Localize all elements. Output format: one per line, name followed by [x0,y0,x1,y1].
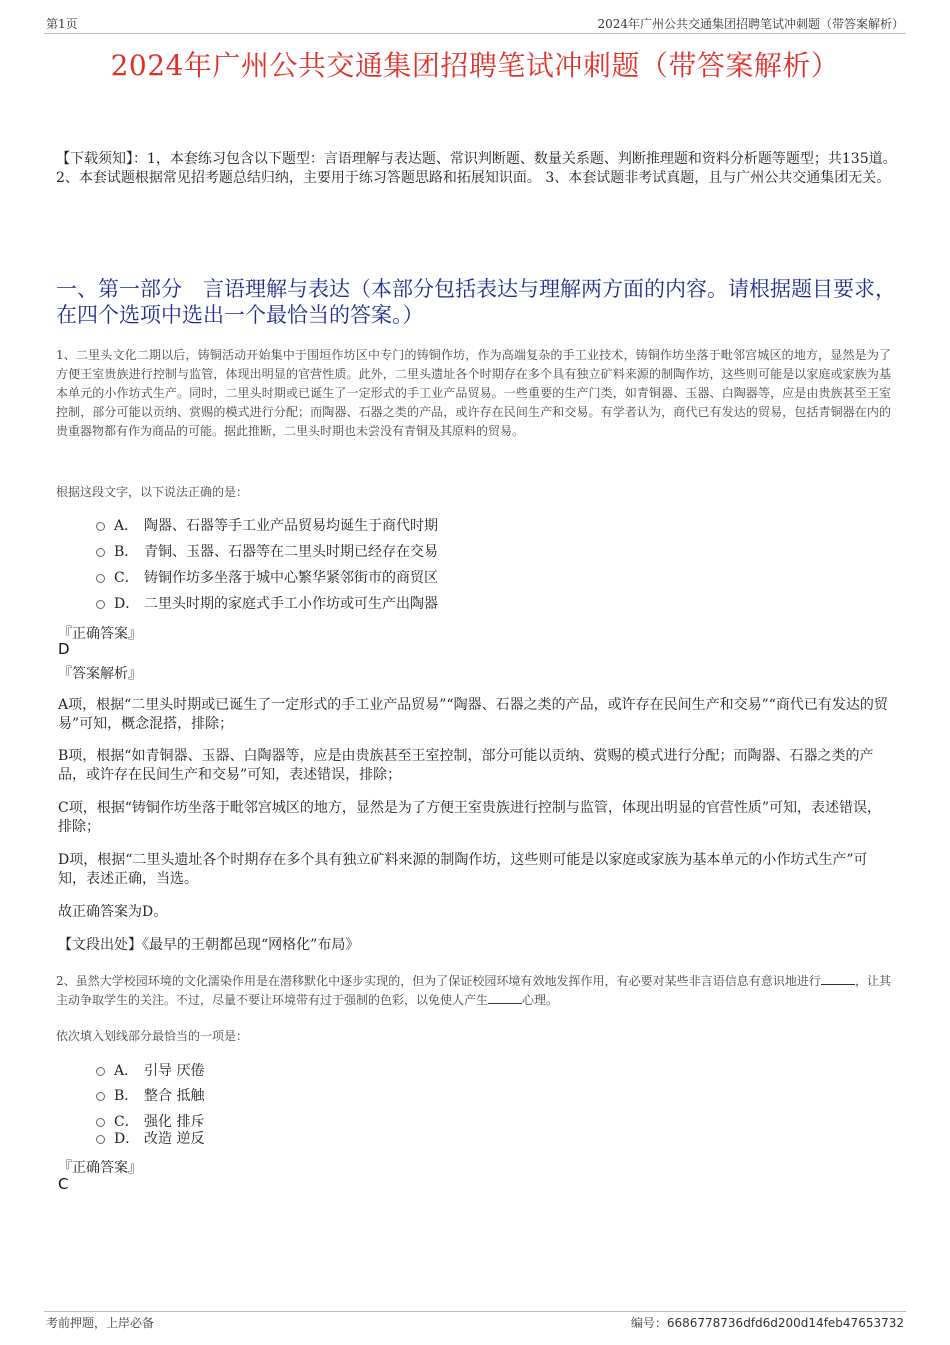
q1-analysis-b: B项，根据“如青铜器、玉器、白陶器等，应是由贵族甚至王室控制，部分可能以贡纳、赏赐的模式进行分配；而陶器、石器之类的产品，或许存在民间生产和交易”可知，表述错误，排除； [58,748,874,783]
q1-analysis-a: A项，根据“二里头时期或已诞生了一定形式的手工业产品贸易”“陶器、石器之类的产品，或许存在民间生产和交易”“商代已有发达的贸易”可知，概念混搭，排除； [58,697,888,732]
option-letter: A． [114,1063,139,1079]
question-2-passage: 2、虽然大学校园环境的文化濡染作用是在潜移默化中逐步实现的，但为了保证校园环境有效地发挥作用，有必要对某些非言语信息有意识地进行 ，让其主动争取学生的关注。不过，尽量不要让环境带有过于强制的色彩，以免使人产生 心理。 [56,974,891,1007]
option-letter: D． [114,1131,140,1147]
page-number: 第1页 [46,17,78,31]
q1-answer: D [58,640,70,658]
q1-option-d[interactable] [96,593,438,613]
q1-analysis-d: D项，根据“二里头遗址各个时期存在多个具有独立矿料来源的制陶作坊，这些则可能是以家庭或家族为基本单元的小作坊式生产”可知，表述正确，当选。 [58,852,868,887]
option-text: 强化 排斥 [144,1114,205,1130]
radio-icon[interactable] [96,522,105,531]
option-letter: C． [114,1114,139,1130]
question-1-prompt: 根据这段文字，以下说法正确的是： [56,485,249,499]
q1-analysis-c: C项，根据“铸铜作坊坐落于毗邻宫城区的地方，显然是为了方便王室贵族进行控制与监管，体现出明显的官营性质”可知，表述错误，排除； [58,800,882,835]
q2-option-b[interactable] [96,1085,204,1105]
code-value: 6686778736dfd6d200d14feb47653732 [666,1316,904,1330]
radio-icon[interactable] [96,1135,105,1144]
q1-option-c[interactable] [96,567,438,587]
radio-icon[interactable] [96,600,105,609]
header-doc-title: 2024年广州公共交通集团招聘笔试冲刺题（带答案解析） [597,17,904,31]
q1-option-b[interactable] [96,541,438,561]
radio-icon[interactable] [96,1067,105,1076]
q1-option-a[interactable] [96,515,438,535]
q2-answer: C [58,1175,69,1193]
q1-source: 【文段出处】《最早的王朝都邑现“网格化”布局》 [58,937,360,953]
q1-answer-label: 『正确答案』 [58,626,142,642]
radio-icon[interactable] [96,1092,105,1101]
radio-icon[interactable] [96,548,105,557]
footer-divider [44,1311,906,1312]
q2-option-d[interactable] [96,1128,204,1148]
download-notice: 【下载须知】：1，本套练习包含以下题型：言语理解与表达题、常识判断题、数量关系题、判断推理题和资料分析题等题型；共135道。 2、本套试题根据常见招考题总结归纳，主要用于练习答题思路和拓展知识面。 3、本套试题非考试真题，且与广州公共交通集团无关。 [56,151,897,186]
option-text: 整合 抵触 [144,1088,205,1104]
code-label: 编号： [630,1316,667,1330]
radio-icon[interactable] [96,1118,105,1127]
radio-icon[interactable] [96,574,105,583]
option-text: 青铜、玉器、石器等在二里头时期已经存在交易 [144,544,438,560]
q2-answer-label: 『正确答案』 [58,1160,142,1176]
fill-blank-2[interactable] [488,991,522,1004]
header-divider [44,33,906,34]
option-text: 改造 逆反 [144,1131,205,1147]
option-letter: B． [114,1088,139,1104]
q1-analysis-label: 『答案解析』 [58,666,142,682]
option-text: 二里头时期的家庭式手工小作坊或可生产出陶器 [144,596,438,612]
option-text: 陶器、石器等手工业产品贸易均诞生于商代时期 [144,518,438,534]
option-letter: C． [114,570,139,586]
page-title: 2024年广州公共交通集团招聘笔试冲刺题（带答案解析） [110,49,840,82]
option-text: 铸铜作坊多坐落于城中心繁华紧邻街市的商贸区 [144,570,438,586]
option-letter: A． [114,518,139,534]
option-letter: B． [114,544,139,560]
footer-slogan: 考前押题，上岸必备 [46,1316,155,1330]
q1-conclusion: 故正确答案为D。 [58,904,168,920]
option-letter: D． [114,596,140,612]
question-2-prompt: 依次填入划线部分最恰当的一项是： [56,1029,249,1043]
footer-code [631,1314,904,1331]
section-title: 一、第一部分 言语理解与表达（本部分包括表达与理解两方面的内容。请根据题目要求，在四个选项中选出一个最恰当的答案。） [56,277,896,327]
question-1-passage: 1、二里头文化二期以后，铸铜活动开始集中于围垣作坊区中专门的铸铜作坊，作为高端复杂的手工业技术，铸铜作坊坐落于毗邻宫城区的地方，显然是为了方便王室贵族进行控制与监管，体现出明显的官营性质。此外，二里头遗址各个时期存在多个具有独立矿料来源的制陶作坊，这些则可能是以家庭或家族为基本单元的小作坊式生产。同时，二里头时期或已诞生了一定形式的手工业产品贸易。一些重要的生产门类，如青铜器、玉器、白陶器等，应是由贵族甚至王室控制，部分可能以贡纳、赏赐的模式进行分配；而陶器、石器之类的产品，或许存在民间生产和交易。有学者认为，商代已有发达的贸易，包括青铜器在内的贵重器物都有作为商品的可能。据此推断，二里头时期也未尝没有青铜及其原料的贸易。 [56,348,891,438]
option-text: 引导 厌倦 [144,1063,205,1079]
fill-blank-1[interactable] [821,972,855,985]
q2-option-a[interactable] [96,1060,204,1080]
